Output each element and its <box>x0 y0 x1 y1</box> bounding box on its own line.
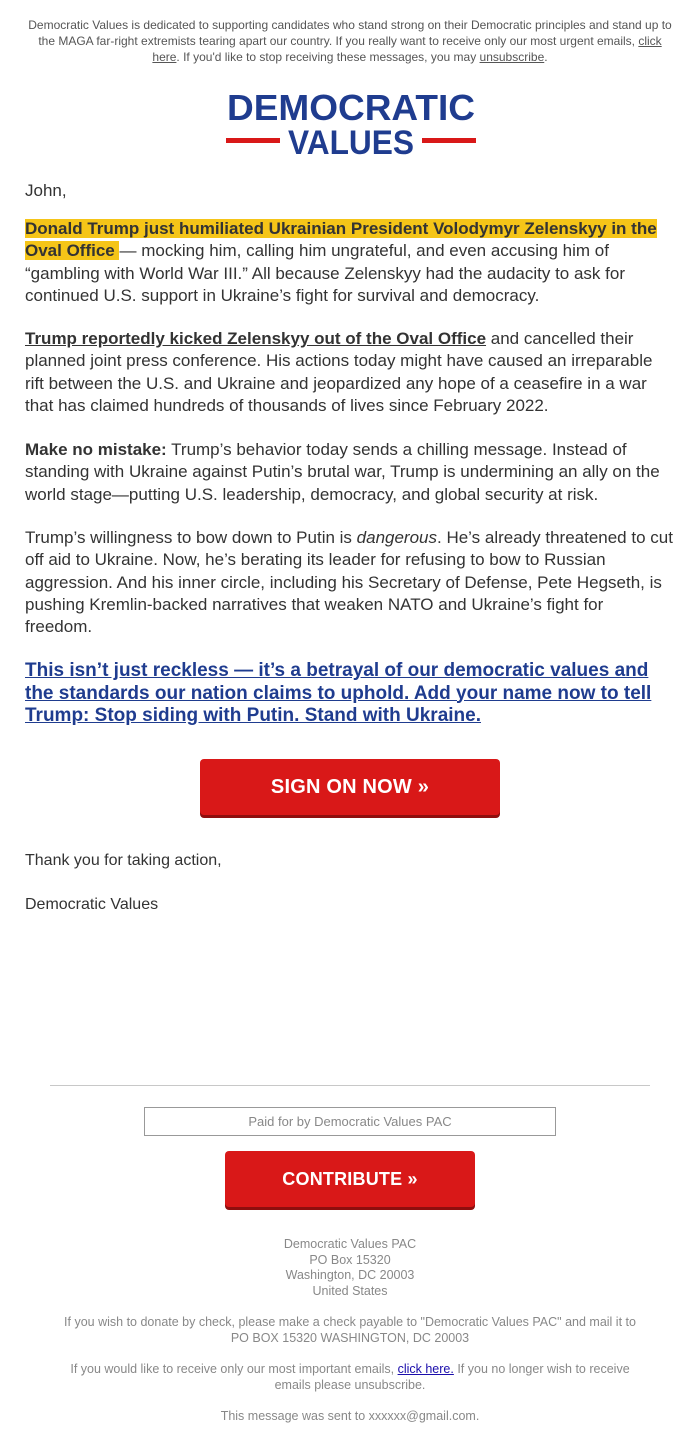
preheader <box>24 17 676 65</box>
paragraph-4-text-end: . He’s already threatened to cut off aid to Ukraine. Now, he’s berating its leader for refusing to bow to Russian aggression. And his inner circle, including his Secretary of Defense, Pete Hegseth, is pushing Kremlin-backed narratives that weaken NATO and Ukraine’s fight for freedom. <box>25 528 673 637</box>
sign-on-now-button[interactable]: SIGN ON NOW » <box>200 759 500 815</box>
address-line: PO Box 15320 <box>309 1252 391 1267</box>
paragraph-3 <box>25 439 675 506</box>
email-preferences-text <box>60 1362 640 1393</box>
bold-lead: Make no mistake: <box>25 440 167 459</box>
sent-to-text: This message was sent to xxxxxx@gmail.com. <box>220 1409 480 1423</box>
highlighted-headline: Donald Trump just humiliated Ukrainian President Volodymyr Zelenskyy in the Oval Office <box>25 219 657 261</box>
underlined-lead: Trump reportedly kicked Zelenskyy out of the Oval Office <box>25 329 487 348</box>
preheader-text: Democratic Values is dedicated to supporting candidates who stand strong on their Democratic principles and stand up to the MAGA far-right extremists tearing apart our country. If you really want to receive only our most urgent emails, <box>28 18 672 48</box>
logo-line1: DEMOCRATIC <box>227 88 476 128</box>
prefs-click-here-link[interactable]: click here. <box>397 1362 454 1376</box>
prefs-text-end: If you no longer wish to receive emails please unsubscribe. <box>274 1362 630 1392</box>
check-donation-text: If you wish to donate by check, please make a check payable to "Democratic Values PAC" and mail it to PO BOX 15320 WASHINGTON, DC 20003 <box>64 1315 636 1345</box>
mailing-address <box>150 1237 550 1299</box>
preheader-text-middle: . If you'd like to stop receiving these messages, you may <box>176 50 480 64</box>
address-line: Washington, DC 20003 <box>285 1268 415 1282</box>
paid-for-disclaimer: Paid for by Democratic Values PAC <box>144 1107 556 1136</box>
democratic-values-logo <box>226 88 476 156</box>
footer-divider <box>50 1085 650 1086</box>
click-here-link[interactable]: click here <box>152 34 662 64</box>
logo-line2: VALUES <box>288 124 414 156</box>
paragraph-2-text: and cancelled their planned joint press conference. His actions today might have caused an irreparable rift between the U.S. and Ukraine and jeopardized any hope of a ceasefire in a war that has claimed hundreds of thousands of lives since February 2022. <box>25 329 653 415</box>
italic-word: dangerous <box>356 528 437 547</box>
logo-stripe-left <box>226 138 280 143</box>
paragraph-3-text: Trump’s behavior today sends a chilling message. Instead of standing with Ukraine against Putin’s brutal war, Trump is undermining an ally on the world stage—putting U.S. leadership, democracy, and global security at risk. <box>25 440 660 504</box>
unsubscribe-link[interactable]: unsubscribe <box>479 50 545 64</box>
paragraph-1-text: — mocking him, calling him ungrateful, and even accusing him of “gambling with World War III.” All because Zelenskyy had the audacity to ask for continued U.S. support in Ukraine’s fight for survival and democracy. <box>25 241 625 305</box>
address-line: United States <box>312 1283 388 1298</box>
signature: Democratic Values <box>25 896 159 913</box>
paragraph-4 <box>25 527 675 638</box>
petition-callout-link[interactable]: This isn’t just reckless — it’s a betrayal of our democratic values and the standards our nation claims to uphold. Add your name now to tell Trump: Stop siding with Putin. Stand with Ukraine. <box>25 660 652 726</box>
prefs-text: If you would like to receive only our most important emails, <box>70 1362 398 1376</box>
logo-stripe-right <box>422 138 476 143</box>
preheader-text-end: . <box>544 50 548 64</box>
address-line: Democratic Values PAC <box>283 1237 417 1251</box>
closing-thanks: Thank you for taking action, <box>25 852 222 869</box>
contribute-button[interactable]: CONTRIBUTE » <box>225 1151 475 1207</box>
paragraph-2 <box>25 328 675 417</box>
paragraph-4-text: Trump’s willingness to bow down to Putin is <box>25 528 357 547</box>
greeting: John, <box>25 181 67 200</box>
paragraph-1 <box>25 218 675 307</box>
